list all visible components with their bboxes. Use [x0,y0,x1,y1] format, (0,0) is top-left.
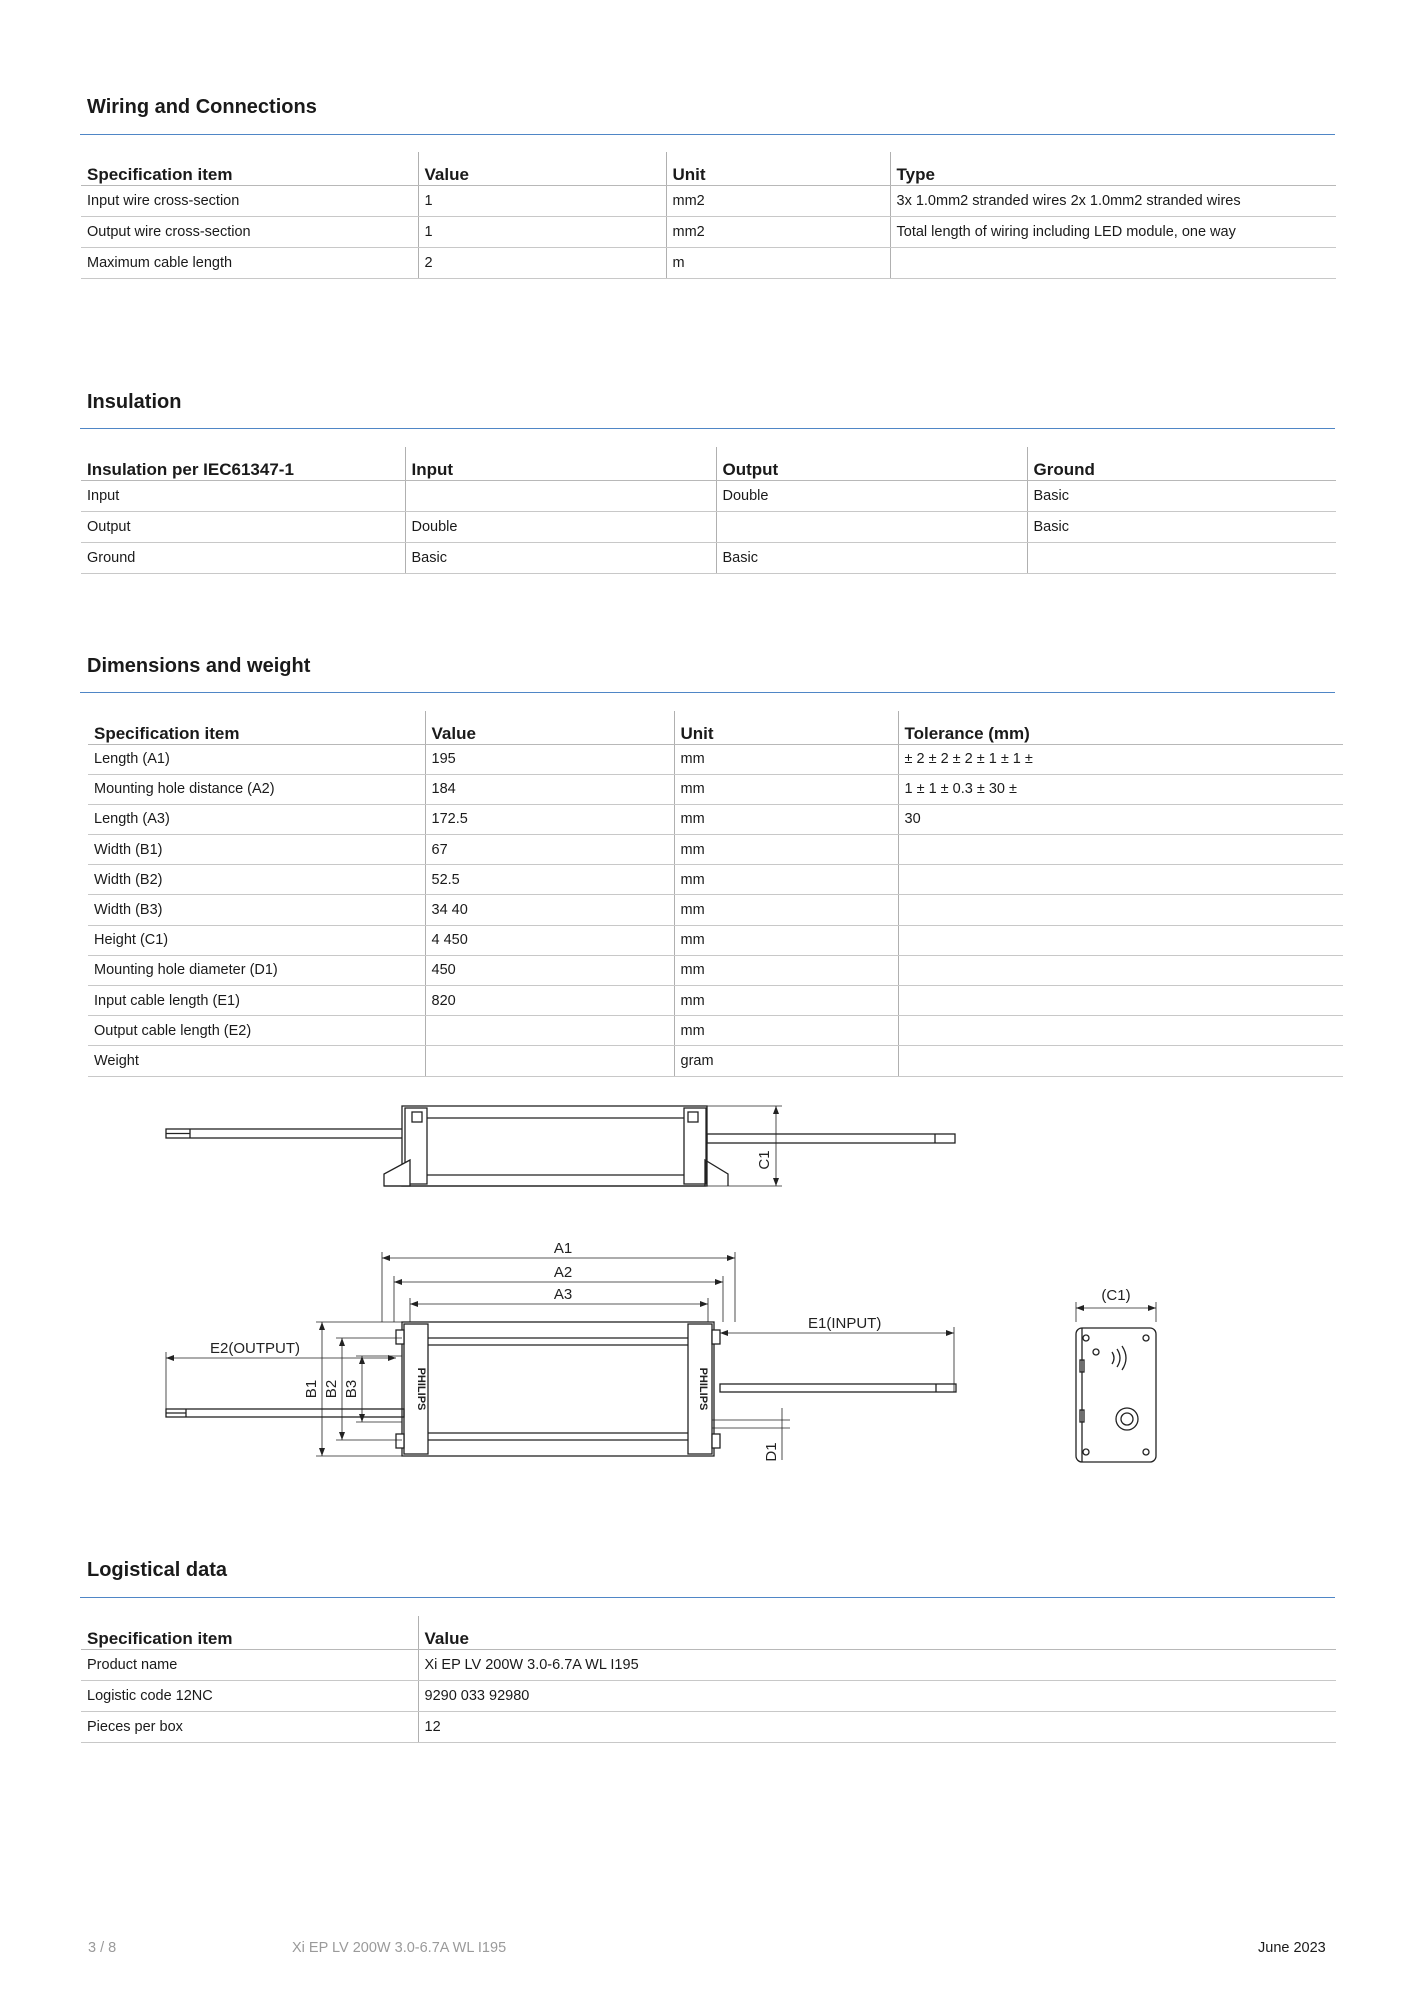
table-cell: mm [674,955,898,985]
table-cell: Output [81,511,405,542]
table-cell: 184 [425,774,674,804]
insulation-section-rule [80,428,1335,429]
insulation-table [81,447,1336,574]
table-cell: gram [674,1046,898,1076]
table-row [81,542,1336,573]
table-row [81,480,1336,511]
table-cell: Width (B2) [88,865,425,895]
table-cell: 195 [425,744,674,774]
column-header: Specification item [81,1616,418,1649]
table-cell: 2 [418,247,666,278]
table-cell [898,835,1343,865]
table-cell [898,1046,1343,1076]
table-row [88,744,1343,774]
label-c1: C1 [756,1150,773,1170]
dimensions-section-title: Dimensions and weight [87,655,311,677]
column-header: Ground [1027,447,1336,480]
dimension-drawing [0,1090,1414,1490]
table-cell: 450 [425,955,674,985]
column-header: Insulation per IEC61347-1 [81,447,405,480]
table-cell: Basic [1027,511,1336,542]
table-cell: Product name [81,1649,418,1680]
label-c1-end: (C1) [1101,1287,1131,1304]
table-cell [890,247,1336,278]
table-header-row [81,1616,1336,1649]
label-d1: D1 [763,1442,780,1462]
table-cell: mm [674,774,898,804]
table-cell: Xi EP LV 200W 3.0-6.7A WL I195 [418,1649,1336,1680]
table-cell: mm2 [666,185,890,216]
side-view-outline [166,1106,955,1186]
label-a2: A2 [553,1264,573,1281]
table-cell: mm [674,804,898,834]
table-cell [716,511,1027,542]
column-header: Output [716,447,1027,480]
column-header: Input [405,447,716,480]
table-cell: 1 [418,216,666,247]
table-cell [425,1046,674,1076]
table-cell: 12 [418,1711,1336,1742]
table-cell: Input [81,480,405,511]
table-cell: Logistic code 12NC [81,1680,418,1711]
table-row [88,1046,1343,1076]
table-cell: m [666,247,890,278]
table-row [81,216,1336,247]
label-b3: B3 [343,1379,360,1399]
table-cell: Output cable length (E2) [88,1016,425,1046]
table-cell: mm [674,835,898,865]
table-cell [405,480,716,511]
table-cell: Total length of wiring including LED module, one way [890,216,1336,247]
table-cell [898,925,1343,955]
table-cell: Width (B3) [88,895,425,925]
table-row [81,1711,1336,1742]
table-cell: 1 ± 1 ± 0.3 ± 30 ± [898,774,1343,804]
table-cell: mm [674,986,898,1016]
table-cell: mm [674,925,898,955]
table-row [88,955,1343,985]
table-row [88,804,1343,834]
page-number: 3 / 8 [88,1940,117,1956]
table-cell: Mounting hole diameter (D1) [88,955,425,985]
table-cell: 34 40 [425,895,674,925]
table-row [88,865,1343,895]
table-cell: 172.5 [425,804,674,834]
table-cell: 67 [425,835,674,865]
column-header: Specification item [81,152,418,185]
table-cell: 9290 033 92980 [418,1680,1336,1711]
table-row [88,895,1343,925]
label-e1: E1(INPUT) [808,1315,882,1332]
column-header: Specification item [88,711,425,744]
table-header-row [81,152,1336,185]
table-row [81,1680,1336,1711]
table-cell: 1 [418,185,666,216]
table-cell: Input wire cross-section [81,185,418,216]
table-row [81,511,1336,542]
dimensions-table [88,711,1343,1077]
table-cell: 4 450 [425,925,674,955]
table-header-row [81,447,1336,480]
wiring-section-title: Wiring and Connections [87,96,317,118]
table-cell: Weight [88,1046,425,1076]
brand-logo-left: PHILIPS [415,1367,427,1411]
table-cell: ± 2 ± 2 ± 2 ± 1 ± 1 ± [898,744,1343,774]
table-cell: 30 [898,804,1343,834]
table-cell: mm [674,1016,898,1046]
column-header: Unit [674,711,898,744]
insulation-section-title: Insulation [87,391,182,413]
table-cell: Length (A3) [88,804,425,834]
column-header: Unit [666,152,890,185]
column-header: Tolerance (mm) [898,711,1343,744]
table-cell: Mounting hole distance (A2) [88,774,425,804]
label-b1: B1 [303,1379,320,1399]
dimensions-section-rule [80,692,1335,693]
table-row [88,835,1343,865]
footer-product-name: Xi EP LV 200W 3.0-6.7A WL I195 [292,1940,507,1956]
table-cell: 3x 1.0mm2 stranded wires 2x 1.0mm2 stranded wires [890,185,1336,216]
logistics-section-title: Logistical data [87,1559,228,1581]
logistics-section-rule [80,1597,1335,1598]
logistics-table [81,1616,1336,1743]
table-cell [898,1016,1343,1046]
table-row [88,986,1343,1016]
table-cell: Basic [405,542,716,573]
table-row [81,1649,1336,1680]
table-row [88,1016,1343,1046]
table-cell: Basic [716,542,1027,573]
table-cell: 52.5 [425,865,674,895]
table-header-row [88,711,1343,744]
table-cell: Height (C1) [88,925,425,955]
wiring-section-rule [80,134,1335,135]
footer-date: June 2023 [1258,1940,1326,1956]
table-cell: mm2 [666,216,890,247]
brand-logo-right: PHILIPS [697,1367,709,1411]
table-cell: Input cable length (E1) [88,986,425,1016]
table-cell [898,895,1343,925]
table-row [88,774,1343,804]
table-cell: Pieces per box [81,1711,418,1742]
table-row [81,247,1336,278]
column-header: Value [418,1616,1336,1649]
table-cell: mm [674,744,898,774]
table-cell: Double [405,511,716,542]
table-cell [425,1016,674,1046]
table-cell: Output wire cross-section [81,216,418,247]
table-cell: mm [674,865,898,895]
table-cell: Maximum cable length [81,247,418,278]
table-cell [898,986,1343,1016]
table-cell [898,955,1343,985]
table-cell: Width (B1) [88,835,425,865]
end-view-outline [1076,1302,1156,1462]
table-cell: Basic [1027,480,1336,511]
table-cell [1027,542,1336,573]
table-cell: Length (A1) [88,744,425,774]
table-row [88,925,1343,955]
table-row [81,185,1336,216]
label-e2: E2(OUTPUT) [210,1340,300,1357]
column-header: Type [890,152,1336,185]
table-cell: Double [716,480,1027,511]
label-a1: A1 [553,1240,573,1257]
column-header: Value [418,152,666,185]
column-header: Value [425,711,674,744]
table-cell: 820 [425,986,674,1016]
table-cell: mm [674,895,898,925]
label-b2: B2 [323,1379,340,1399]
table-cell [898,865,1343,895]
wiring-table [81,152,1336,279]
table-cell: Ground [81,542,405,573]
label-a3: A3 [553,1286,573,1303]
